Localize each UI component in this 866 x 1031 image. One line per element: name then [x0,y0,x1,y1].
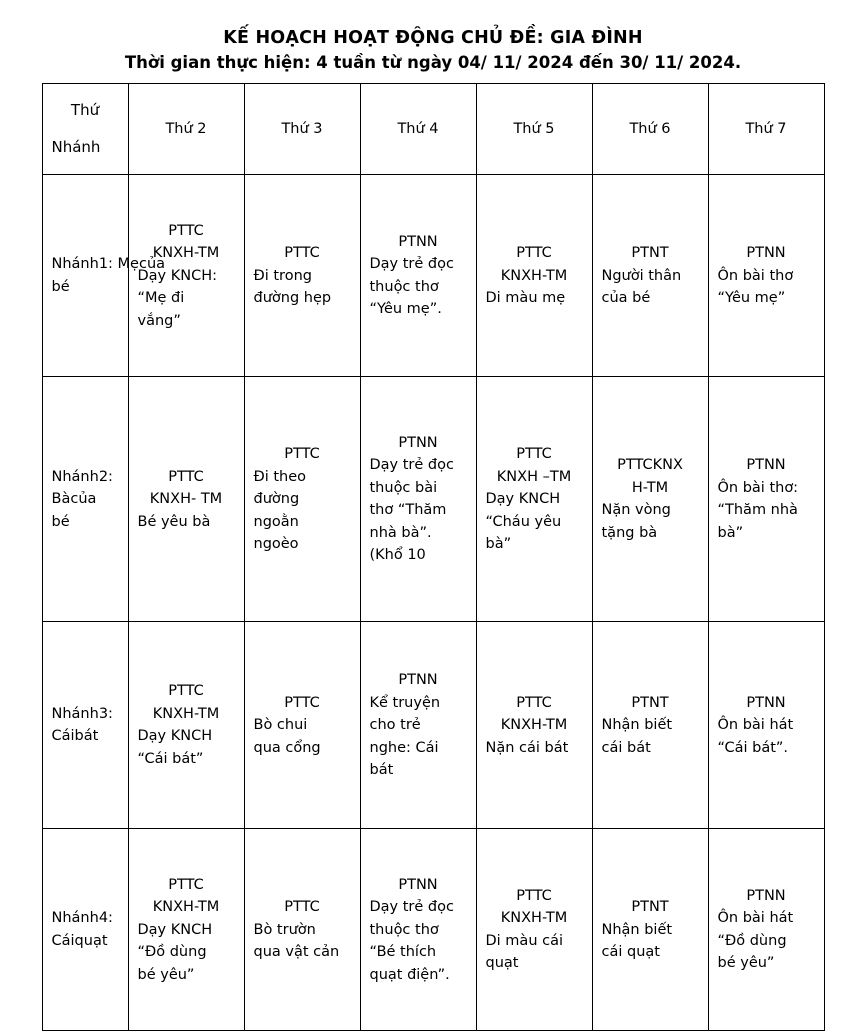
activity-detail-line: cái quạt [601,944,660,961]
activity-detail-line: Nặn vòng [601,502,671,519]
table-row [42,622,824,829]
row-label-line: Nhánh [51,468,99,485]
column-header-wed: Thứ 4 [360,84,476,175]
column-header-tue: Thứ 3 [244,84,360,175]
activity-detail-line: của bé [601,290,651,307]
activity-detail-line: bà” [717,524,744,541]
activity-code-line: H-TM [631,479,669,496]
row-label-line: của bé [51,256,166,295]
activity-detail-line: Nhận biết [601,921,673,938]
activity-code-line: KNXH-TM [152,245,220,262]
activity-detail-line: tặng bà [601,524,658,541]
activity-code-line: PTTC [168,683,204,700]
activity-code-line: PTNN [398,876,438,893]
activity-code-line: KNXH-TM [500,267,568,284]
activity-detail-line: Dạy KNCH [137,728,213,745]
activity-code-line: PTNN [746,887,786,904]
activity-detail-line: Bò trườn [253,921,316,938]
title-block [0,0,866,73]
activity-detail-line: quạt [485,955,519,972]
activity-detail-line: thuộc thơ [369,921,439,938]
activity-detail-line: cái bát [601,739,651,756]
activity-detail-line: “Đồ dùng [717,932,787,949]
activity-detail-line: Di màu cái [485,932,563,949]
row-label-line: quạt [74,932,108,949]
row-label-line: Nhánh [51,256,99,273]
row-label-line: Nhánh [51,910,99,927]
activity-code-line: KNXH-TM [152,705,220,722]
activity-plan-table [42,83,825,1031]
activity-detail-line: bát [369,762,394,779]
activity-code-line: KNXH-TM [500,717,568,734]
activity-detail-line: Bò chui [253,717,308,734]
activity-detail-line: “Bé thích [369,944,437,961]
activity-detail-line: ngoèo [253,536,299,553]
activity-detail-line: ngoằn [253,513,299,530]
activity-cell [128,175,244,377]
activity-code-line: PTNT [631,245,669,262]
activity-detail-line: nghe: Cái [369,739,439,756]
table-header-row [42,84,824,175]
header-corner-cell [42,84,128,175]
activity-detail-line: thuộc thơ [369,278,439,295]
activity-cell [708,377,824,622]
row-label-line: 1: [98,256,113,273]
activity-code-line: KNXH- TM [149,491,223,508]
activity-code-line: PTNT [631,694,669,711]
activity-code-line: KNXH-TM [152,899,220,916]
activity-code-line: PTNN [746,245,786,262]
activity-cell [592,829,708,1031]
activity-code-line: PTNN [398,672,438,689]
activity-detail-line: Ôn bài hát [717,910,794,927]
activity-detail-line: vắng” [137,312,181,329]
activity-code-line: PTTC [168,876,204,893]
table-body [42,175,824,1031]
row-label-line: 4: Cái [51,910,113,949]
activity-detail-line: Đi trong [253,267,312,284]
activity-detail-line: Dạy KNCH [137,921,213,938]
activity-detail-line: thơ “Thăm [369,502,447,519]
activity-detail-line: Ôn bài thơ [717,267,794,284]
row-label-branch-2 [42,377,128,622]
activity-detail-line: quạt điện”. [369,966,450,983]
activity-detail-line: Người thân [601,267,682,284]
activity-cell [360,175,476,377]
activity-detail-line: Dạy trẻ đọc [369,457,454,474]
activity-code-line: PTTC [284,446,320,463]
activity-cell [592,622,708,829]
row-label-line: Nhánh [51,705,99,722]
activity-detail-line: “Thăm nhà [717,502,798,519]
row-label-branch-4 [42,829,128,1031]
activity-cell [592,377,708,622]
activity-detail-line: Dạy trẻ đọc [369,899,454,916]
activity-detail-line: qua cổng [253,739,321,756]
activity-code-line: KNXH –TM [496,468,572,485]
activity-cell [708,622,824,829]
activity-code-line: PTNN [398,434,438,451]
activity-detail-line: đường hẹp [253,290,332,307]
row-label-line: 3: Cái [51,705,113,745]
activity-code-line: KNXH-TM [500,910,568,927]
activity-cell [128,829,244,1031]
activity-detail-line: Dạy KNCH [485,491,561,508]
activity-detail-line: “Cái bát” [137,750,204,767]
activity-detail-line: (Khổ 10 [369,547,426,564]
activity-detail-line: “Đồ dùng [137,944,207,961]
activity-cell [128,622,244,829]
activity-detail-line: Nặn cái bát [485,739,569,756]
activity-code-line: PTTC [516,446,552,463]
activity-cell [360,622,476,829]
activity-detail-line: Ôn bài hát [717,717,794,734]
activity-code-line: PTTC [284,245,320,262]
activity-detail-line: đường [253,491,300,508]
activity-code-line: PTTCKNX [617,457,683,474]
activity-cell [360,377,476,622]
row-label-line: 2: Bà [51,468,113,508]
activity-detail-line: Bé yêu bà [137,513,211,530]
activity-detail-line: cho trẻ [369,717,421,734]
activity-cell [708,175,824,377]
activity-detail-line: “Yêu mẹ” [717,290,786,307]
activity-code-line: PTNN [398,233,438,250]
header-corner-top: Thứ [70,101,100,120]
activity-code-line: PTTC [284,899,320,916]
activity-detail-line: Dạy KNCH: [137,267,218,284]
activity-detail-line: Di màu mẹ [485,290,566,307]
activity-cell [360,829,476,1031]
column-header-thu: Thứ 5 [476,84,592,175]
activity-detail-line: nhà bà”. [369,524,432,541]
activity-code-line: PTNT [631,899,669,916]
activity-detail-line: bé yêu” [717,955,775,972]
activity-cell [476,622,592,829]
activity-code-line: PTTC [516,245,552,262]
activity-detail-line: thuộc bài [369,479,438,496]
table-row [42,377,824,622]
row-label-line: bát [74,728,99,745]
column-header-mon: Thứ 2 [128,84,244,175]
activity-cell [592,175,708,377]
activity-code-line: PTTC [168,468,204,485]
activity-code-line: PTTC [284,694,320,711]
row-label-branch-3 [42,622,128,829]
page-title: KẾ HOẠCH HOẠT ĐỘNG CHỦ ĐỀ: GIA ĐÌNH [223,28,643,48]
column-header-fri: Thứ 6 [592,84,708,175]
activity-detail-line: “Cái bát”. [717,739,789,756]
activity-cell [244,829,360,1031]
activity-detail-line: bà” [485,536,512,553]
activity-cell [244,377,360,622]
header-corner-bottom: Nhánh [51,138,101,157]
table-row [42,829,824,1031]
activity-cell [476,175,592,377]
activity-cell [476,829,592,1031]
activity-detail-line: qua vật cản [253,944,340,961]
activity-detail-line: bé yêu” [137,966,195,983]
activity-code-line: PTNN [746,457,786,474]
activity-cell [476,377,592,622]
activity-detail-line: Dạy trẻ đọc [369,256,454,273]
activity-detail-line: Ôn bài thơ: [717,479,799,496]
activity-cell [244,175,360,377]
activity-detail-line: “Yêu mẹ”. [369,301,442,318]
activity-detail-line: Nhận biết [601,717,673,734]
activity-detail-line: Kể truyện [369,694,441,711]
activity-code-line: PTNN [746,694,786,711]
activity-cell [244,622,360,829]
activity-code-line: PTTC [516,694,552,711]
activity-cell [128,377,244,622]
activity-detail-line: “Cháu yêu [485,513,562,530]
table-row [42,175,824,377]
activity-cell [708,829,824,1031]
activity-code-line: PTTC [516,887,552,904]
activity-detail-line: Đi theo [253,468,307,485]
row-label-line: Mẹ [117,256,139,273]
column-header-sat: Thứ 7 [708,84,824,175]
activity-detail-line: “Mẹ đi [137,290,185,307]
page-subtitle: Thời gian thực hiện: 4 tuần từ ngày 04/ 11/ 2024 đến 30/ 11/ 2024. [124,52,742,72]
activity-code-line: PTTC [168,222,204,239]
row-label-line: của bé [51,491,97,530]
